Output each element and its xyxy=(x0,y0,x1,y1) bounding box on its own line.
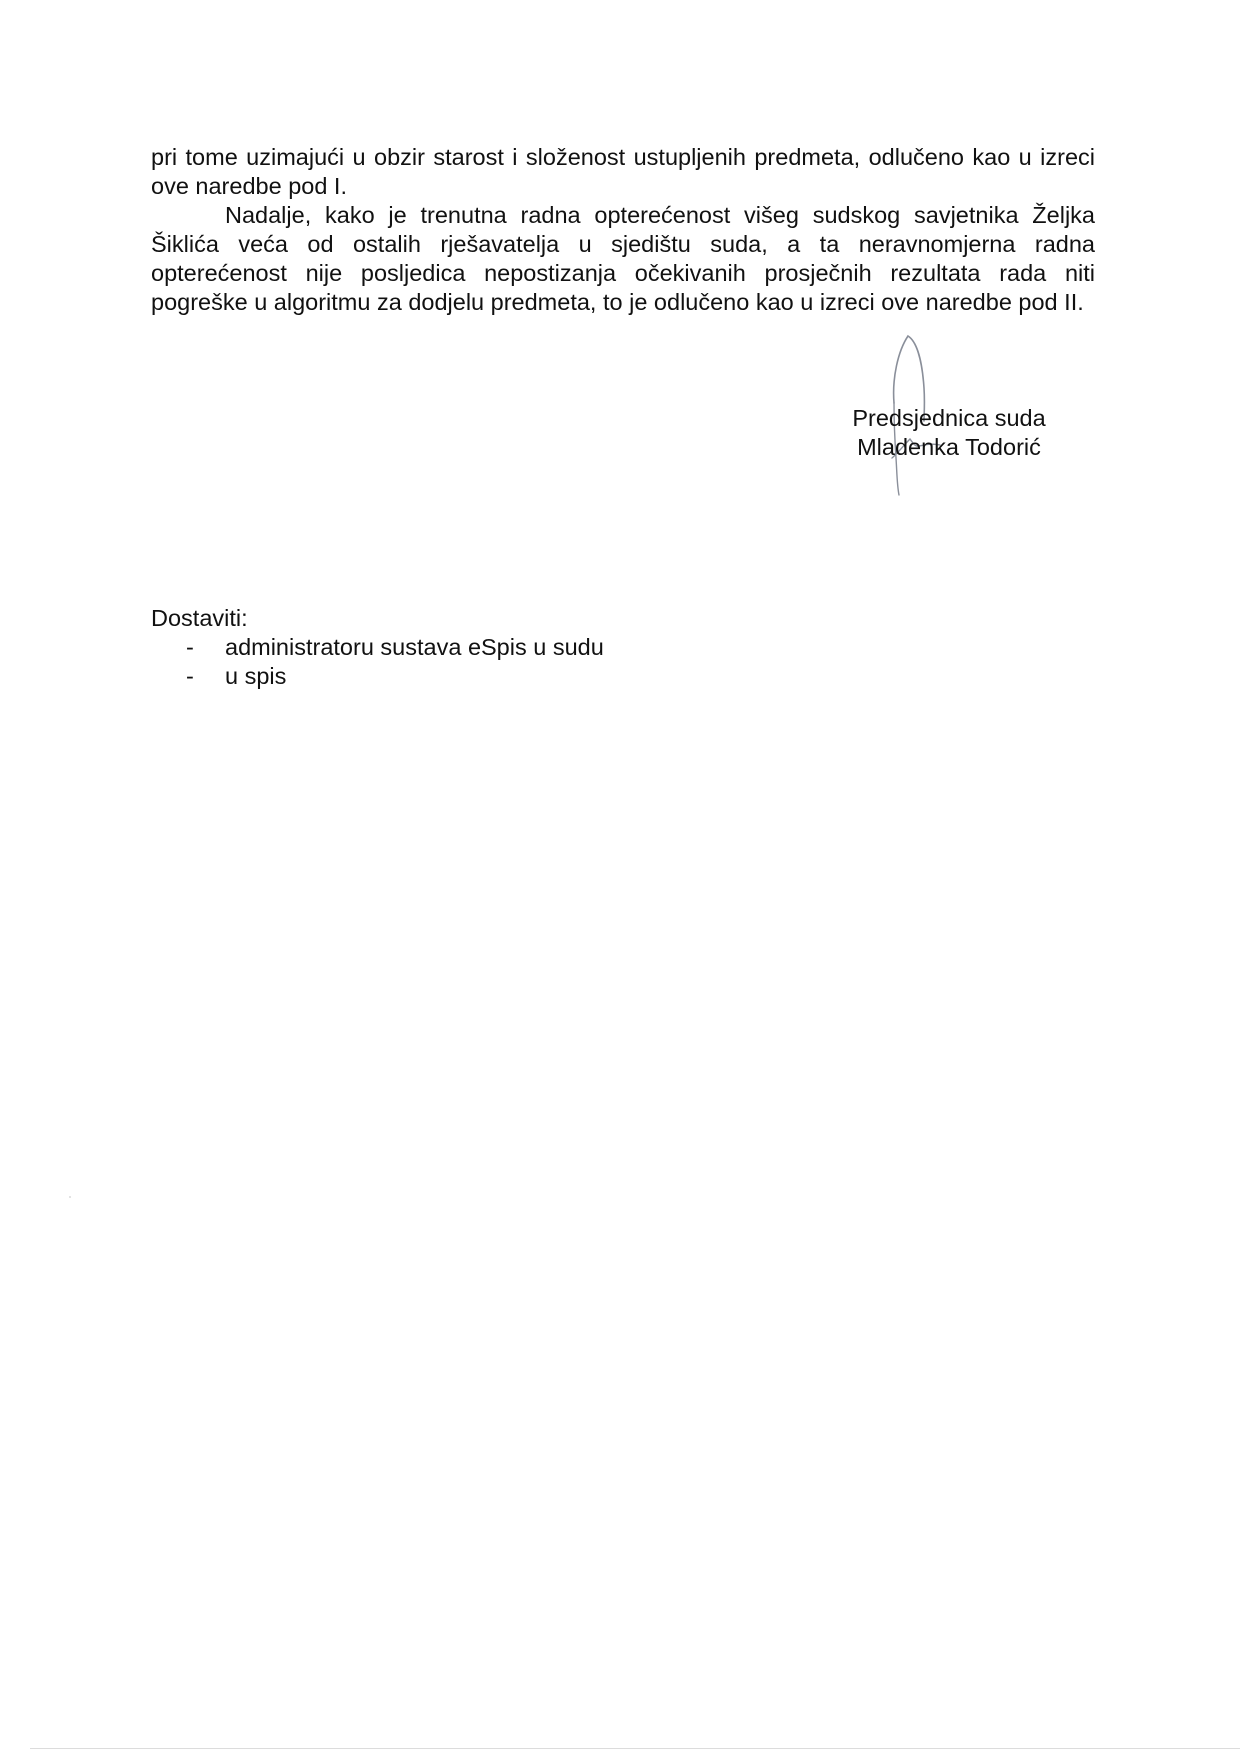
signatory-name: Mladenka Todorić xyxy=(857,434,1041,460)
document-body xyxy=(151,143,1095,317)
delivery-item-label: u spis xyxy=(225,663,287,689)
scan-speck xyxy=(69,1196,71,1198)
list-dash: - xyxy=(186,663,194,689)
delivery-item-label: administratoru sustava eSpis u sudu xyxy=(225,634,604,660)
signature-block xyxy=(834,404,1064,462)
body-paragraph-1: pri tome uzimajući u obzir starost i složenost ustupljenih predmeta, odlučeno kao u izreci ove naredbe pod I. xyxy=(151,144,1095,199)
delivery-heading: Dostaviti: xyxy=(151,605,248,631)
signatory-title: Predsjednica suda xyxy=(852,405,1046,431)
body-paragraph-2: Nadalje, kako je trenutna radna opterećenost višeg sudskog savjetnika Željka Šiklića veća od ostalih rješavatelja u sjedištu suda, a ta neravnomjerna radna opterećenost nije posljedica nepostizanja očekivanih prosječnih rezultata rada niti pogreške u algoritmu za dodjelu predmeta, to je odlučeno kao u izreci ove naredbe pod II. xyxy=(151,202,1095,315)
list-dash: - xyxy=(186,634,194,660)
scan-bottom-edge xyxy=(30,1748,1240,1749)
delivery-item xyxy=(151,662,604,691)
delivery-section xyxy=(151,604,604,691)
delivery-item xyxy=(151,633,604,662)
delivery-list xyxy=(151,633,604,691)
